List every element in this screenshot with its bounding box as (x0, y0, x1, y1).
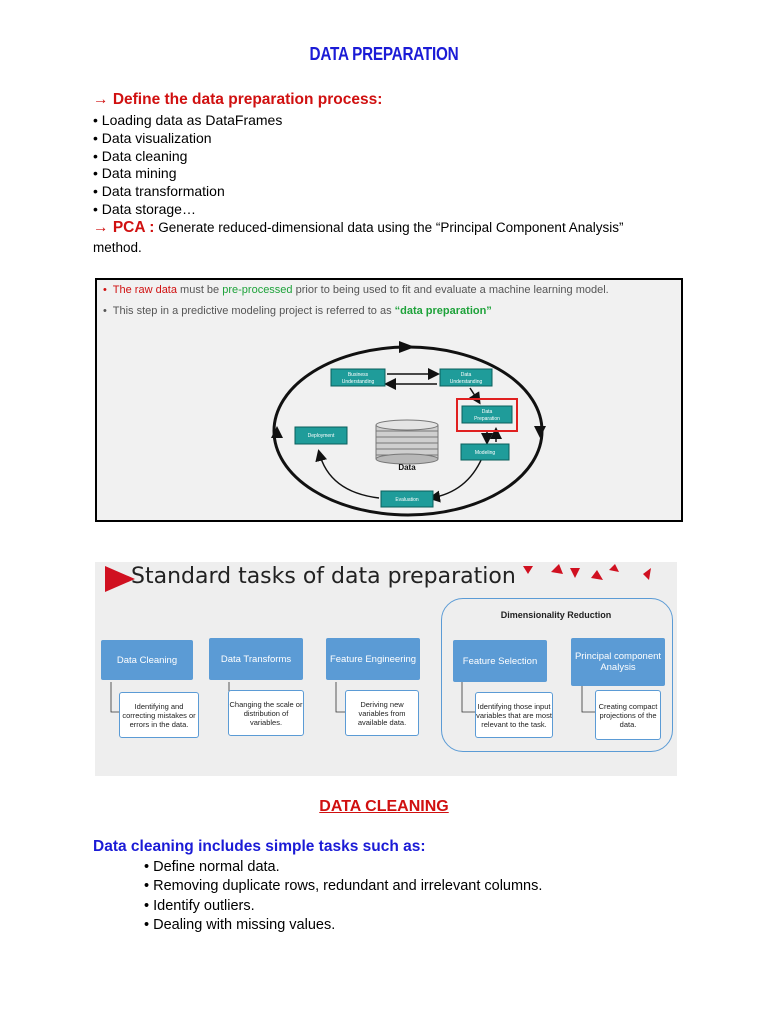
task-box: Data Transforms (209, 638, 303, 680)
crisp-dm-figure (95, 278, 683, 522)
task-box: Principal component Analysis (571, 638, 665, 686)
svg-text:Preparation: Preparation (474, 416, 500, 422)
task-box: Feature Selection (453, 640, 547, 682)
pca-paragraph (93, 218, 673, 258)
list-item: • Data transformation (93, 183, 225, 200)
svg-text:Business: Business (347, 372, 369, 378)
svg-text:Understanding: Understanding (449, 379, 483, 385)
list-item: • Removing duplicate rows, redundant and irrelevant columns. (144, 878, 543, 895)
database-label: Data (398, 463, 416, 472)
task-description: Identifying and correcting mistakes or errors in the data. (119, 692, 199, 738)
cycle-arrow-top (399, 341, 415, 353)
svg-text:Evaluation: Evaluation (395, 497, 419, 503)
list-item: • Data storage… (93, 200, 196, 217)
list-item: • Loading data as DataFrames (93, 112, 283, 128)
svg-text:Data: Data (460, 372, 472, 378)
task-box: Feature Engineering (326, 638, 420, 680)
svg-text:Deployment: Deployment (307, 433, 335, 439)
arrow-right-icon: → (93, 91, 109, 108)
pca-text: Generate reduced-dimensional data using the “Principal Component Analysis” method. (93, 220, 624, 255)
figure-bullet-2: • This step in a predictive modeling project is referred to as “data preparation” (103, 305, 492, 317)
task-description: Creating compact projections of the data. (595, 690, 661, 740)
svg-text:Modeling: Modeling (474, 450, 496, 456)
group-label: Dimensionality Reduction (500, 610, 612, 620)
list-item: • Define normal data. (144, 859, 280, 875)
cleaning-list (144, 858, 542, 935)
standard-tasks-figure (95, 562, 677, 776)
list-item: • Data visualization (93, 129, 212, 146)
task-description: Deriving new variables from available data. (345, 690, 419, 736)
task-description: Identifying those input variables that are most relevant to the task. (475, 692, 553, 738)
define-heading-text: Define the data preparation process: (112, 91, 383, 108)
define-heading (93, 91, 382, 109)
task-box: Data Cleaning (101, 640, 193, 680)
list-item: • Data cleaning (93, 147, 188, 164)
section-title: DATA CLEANING (319, 798, 449, 815)
steps-list (93, 112, 282, 219)
page-title: DATA PREPARATION (309, 44, 459, 64)
figure-bullet-1: • The raw data must be pre-processed prior to being used to fit and evaluate a machine learning model. (103, 284, 609, 296)
cycle-arrow-right (534, 426, 546, 438)
figure-title: Standard tasks of data preparation (131, 564, 516, 589)
list-item: • Data mining (93, 165, 177, 182)
svg-text:Data: Data (481, 409, 493, 415)
section-intro: Data cleaning includes simple tasks such as: (93, 838, 426, 855)
database-icon (376, 420, 438, 464)
svg-text:Understanding: Understanding (341, 379, 375, 385)
arrow-right-icon: → (93, 219, 109, 236)
list-item: • Identify outliers. (144, 897, 255, 914)
task-description: Changing the scale or distribution of variables. (228, 690, 304, 736)
pca-label: PCA : (112, 219, 155, 236)
crisp-dm-diagram (97, 280, 681, 520)
list-item: • Dealing with missing values. (144, 916, 336, 933)
